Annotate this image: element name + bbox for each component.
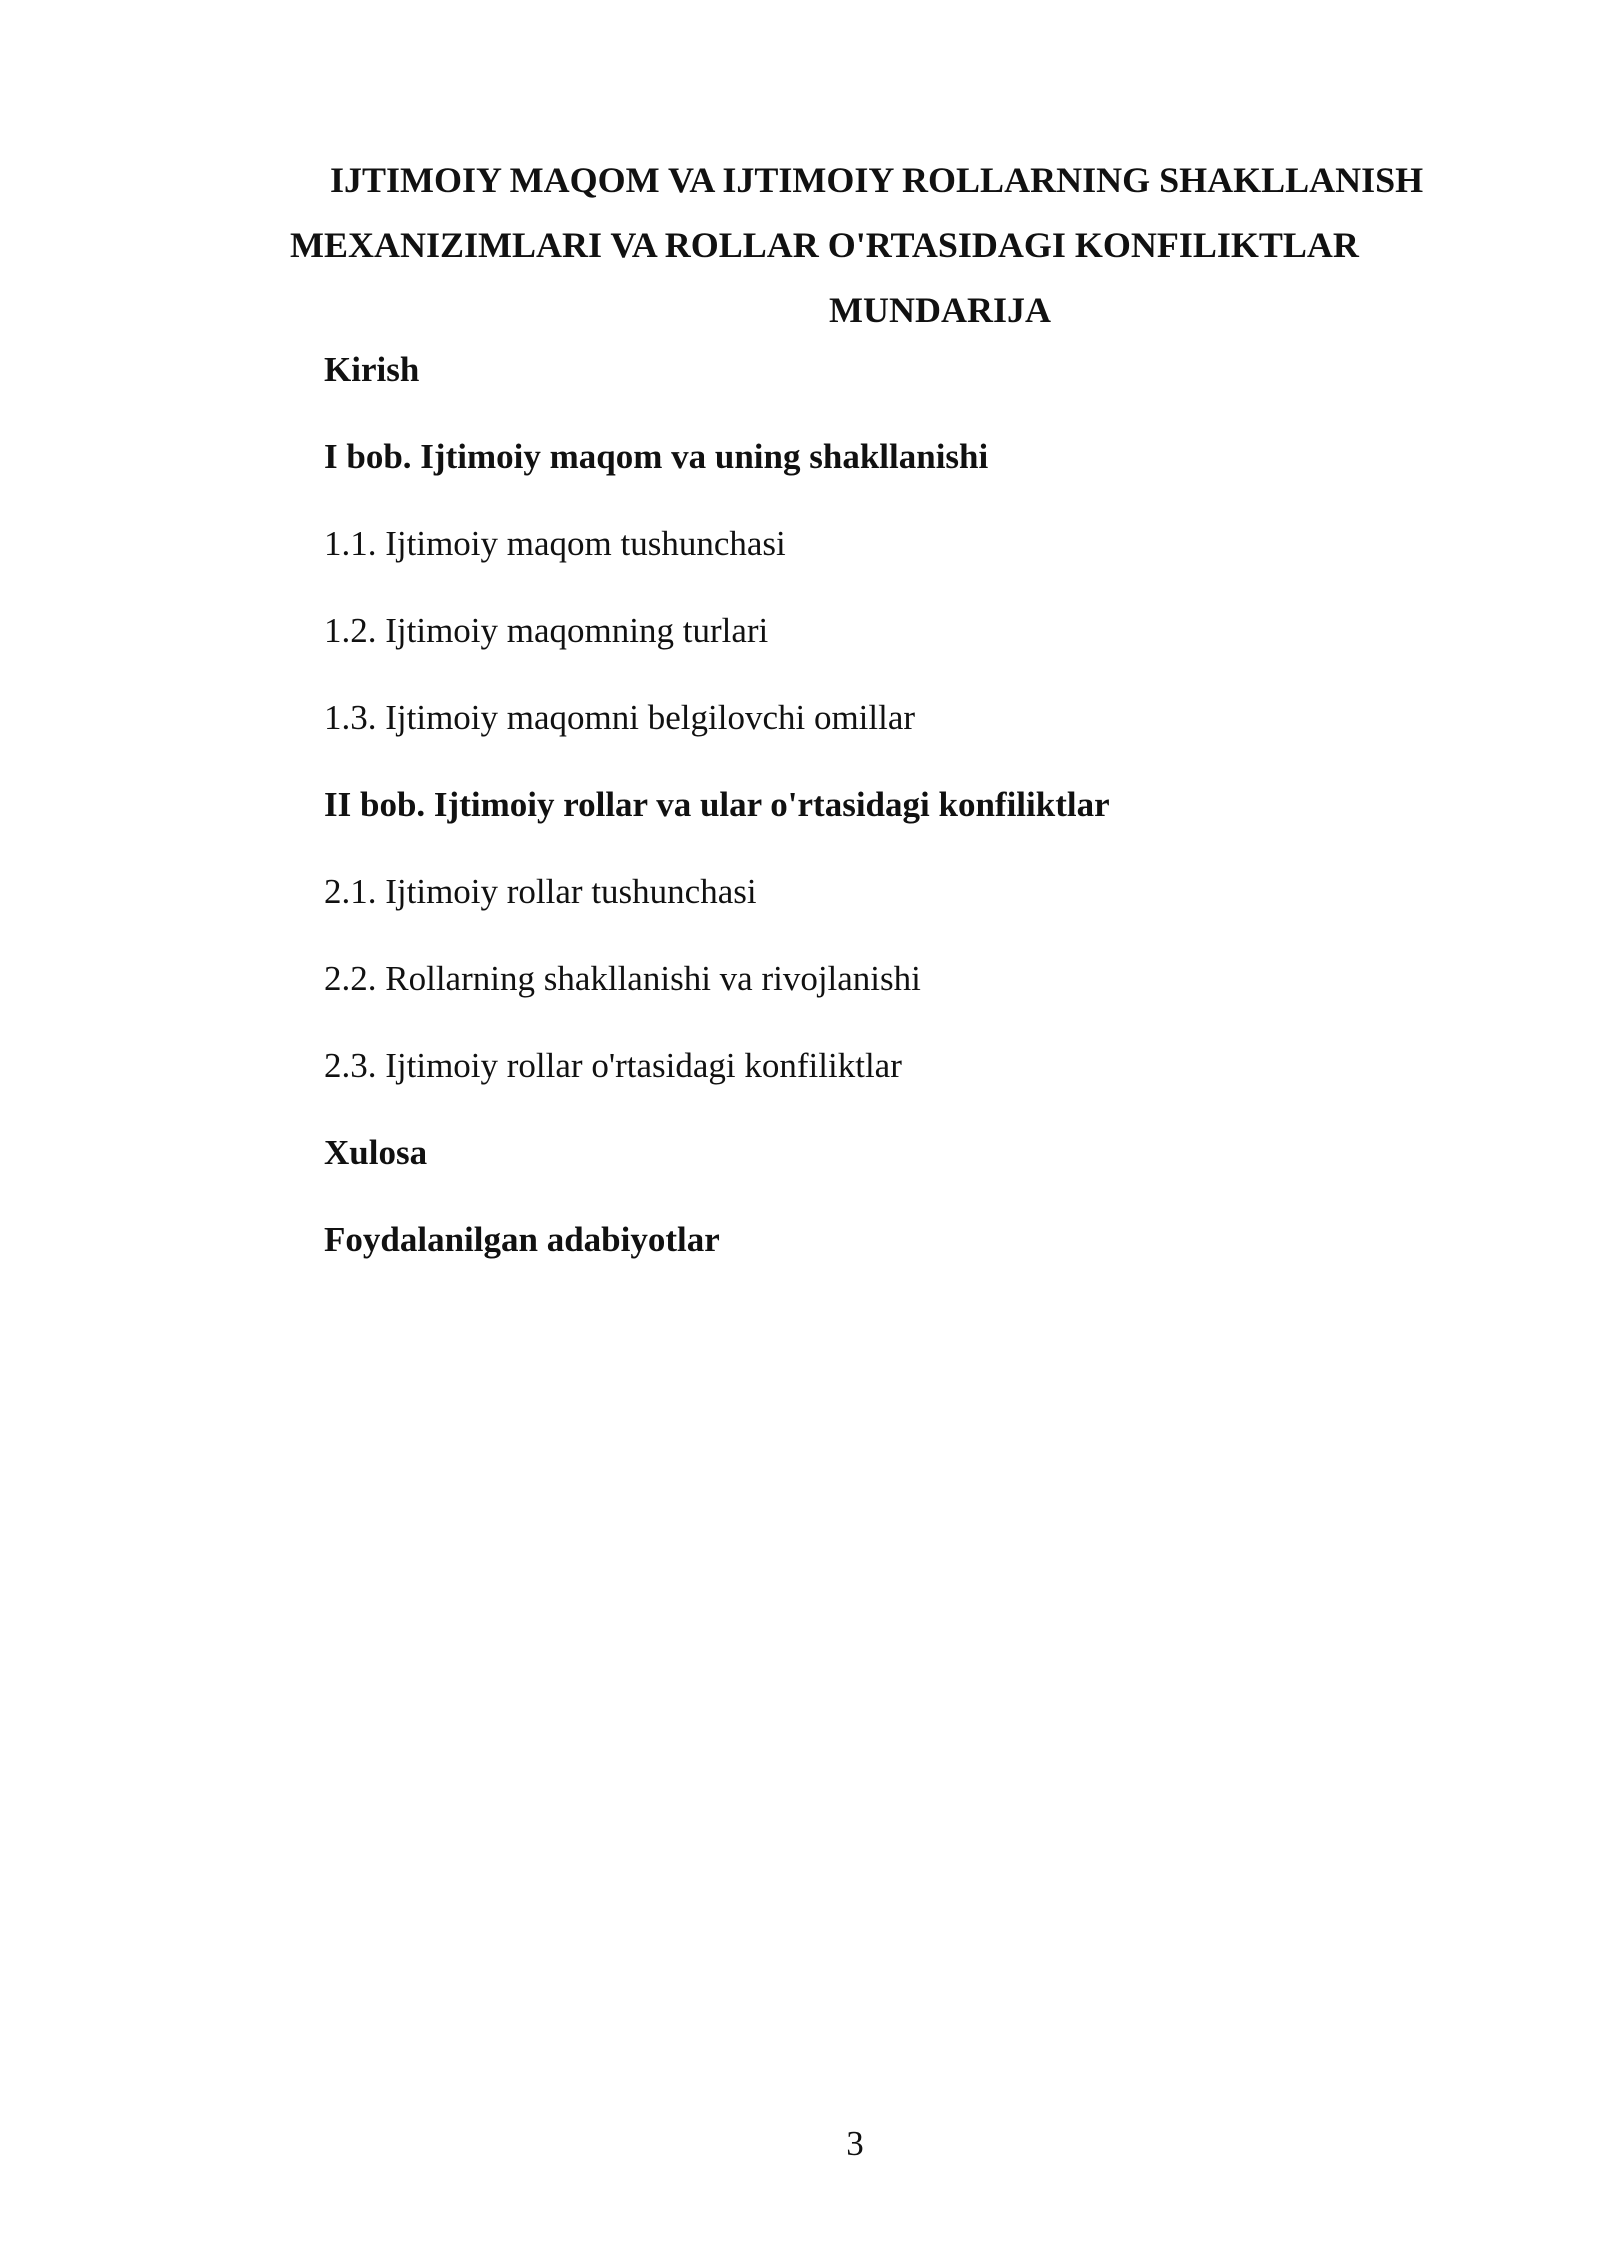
toc-item-section-1-2: 1.2. Ijtimoiy maqomning turlari (324, 611, 769, 650)
toc-item-chapter-1: I bob. Ijtimoiy maqom va uning shakllanishi (324, 437, 989, 476)
toc-item-chapter-2: II bob. Ijtimoiy rollar va ular o'rtasidagi konfiliktlar (324, 785, 1110, 824)
title-line-1: IJTIMOIY MAQOM VA IJTIMOIY ROLLARNING SHAKLLANISH (330, 160, 1424, 200)
title-line-2: MEXANIZIMLARI VA ROLLAR O'RTASIDAGI KONFILIKTLAR (290, 225, 1359, 265)
toc-item-section-2-1: 2.1. Ijtimoiy rollar tushunchasi (324, 872, 757, 911)
toc-item-introduction: Kirish (324, 350, 420, 389)
toc-item-section-1-3: 1.3. Ijtimoiy maqomni belgilovchi omillar (324, 698, 916, 737)
toc-item-conclusion: Xulosa (324, 1133, 428, 1172)
table-of-contents (324, 340, 1424, 1297)
toc-item-section-2-2: 2.2. Rollarning shakllanishi va rivojlanishi (324, 959, 921, 998)
page-number: 3 (846, 2124, 864, 2163)
toc-item-section-2-3: 2.3. Ijtimoiy rollar o'rtasidagi konfiliktlar (324, 1046, 902, 1085)
toc-heading: MUNDARIJA (829, 290, 1051, 330)
toc-item-section-1-1: 1.1. Ijtimoiy maqom tushunchasi (324, 524, 786, 563)
toc-item-references: Foydalanilgan adabiyotlar (324, 1220, 720, 1259)
document-title (290, 148, 1500, 343)
